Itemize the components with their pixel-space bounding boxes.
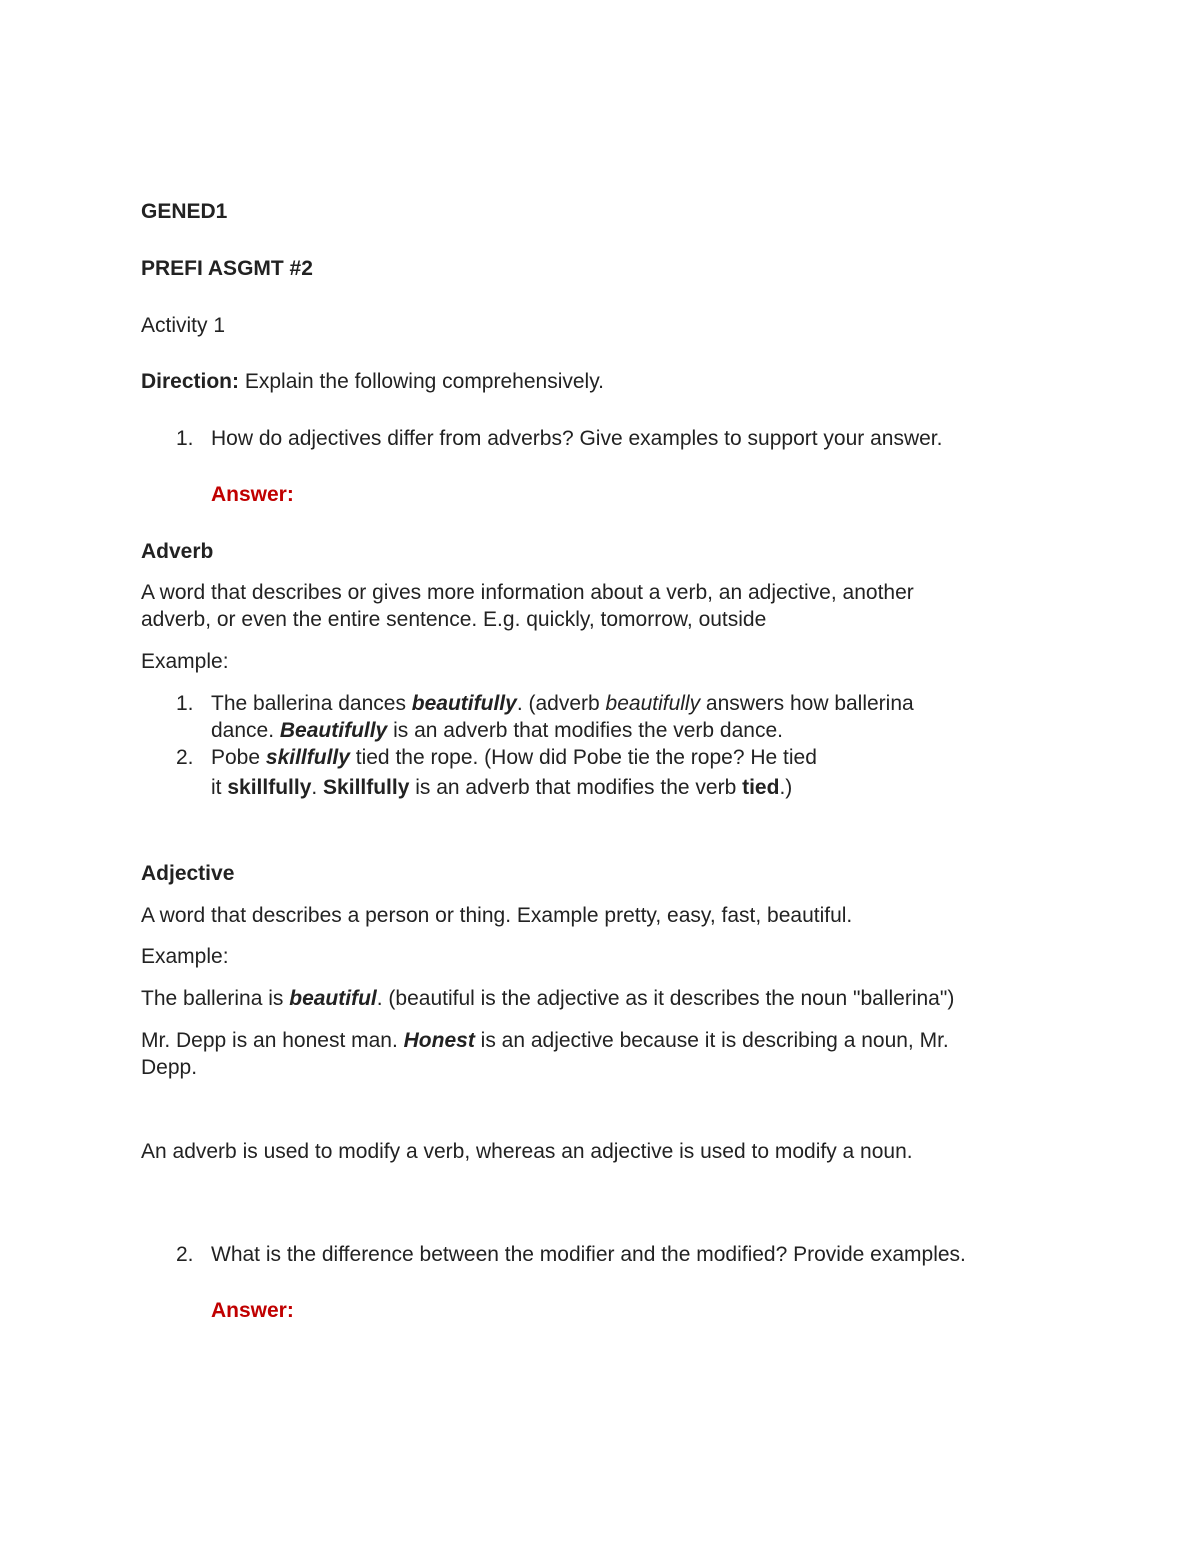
direction-line — [141, 368, 604, 396]
question-1-number: 1. — [176, 427, 194, 450]
adjective-example-2-line-2: Depp. — [141, 1056, 198, 1079]
question-2-number: 2. — [176, 1243, 194, 1266]
adverb-example-label: Example: — [141, 650, 229, 673]
activity-label: Activity 1 — [141, 314, 226, 337]
assignment-title: PREFI ASGMT #2 — [141, 257, 313, 280]
adjective-definition: A word that describes a person or thing. Example pretty, easy, fast, beautiful. — [141, 904, 853, 927]
question-2-text: What is the difference between the modifier and the modified? Provide examples. — [211, 1243, 966, 1266]
adjective-example-2-line-1: Mr. Depp is an honest man. Honest is an adjective because it is describing a noun, Mr. — [141, 1029, 949, 1052]
adverb-example-1-line-1: The ballerina dances beautifully. (adverb beautifully answers how ballerina — [211, 692, 914, 715]
summary-sentence: An adverb is used to modify a verb, whereas an adjective is used to modify a noun. — [141, 1140, 913, 1163]
adverb-definition-line-1: A word that describes or gives more information about a verb, an adjective, another — [141, 581, 914, 604]
direction-text: Explain the following comprehensively. — [239, 370, 604, 393]
answer-1-label: Answer: — [211, 483, 294, 506]
direction-label: Direction: — [141, 370, 240, 393]
adverb-example-1-line-2: dance. Beautifully is an adverb that modifies the verb dance. — [211, 719, 783, 742]
adverb-example-2-line-1: Pobe skillfully tied the rope. (How did Pobe tie the rope? He tied — [211, 746, 817, 769]
adverb-example-1-number: 1. — [176, 692, 194, 715]
adjective-heading: Adjective — [141, 862, 235, 885]
adverb-heading: Adverb — [141, 540, 214, 563]
course-code: GENED1 — [141, 200, 228, 223]
adjective-example-1: The ballerina is beautiful. (beautiful is the adjective as it describes the noun "ballerina") — [141, 987, 955, 1010]
answer-2-label: Answer: — [211, 1299, 294, 1322]
adverb-example-2-number: 2. — [176, 746, 194, 769]
adverb-definition-line-2: adverb, or even the entire sentence. E.g. quickly, tomorrow, outside — [141, 608, 767, 631]
adverb-example-2-line-2: it skillfully. Skillfully is an adverb that modifies the verb tied.) — [211, 776, 793, 799]
question-1-text: How do adjectives differ from adverbs? Give examples to support your answer. — [211, 427, 943, 450]
adjective-example-label: Example: — [141, 945, 229, 968]
